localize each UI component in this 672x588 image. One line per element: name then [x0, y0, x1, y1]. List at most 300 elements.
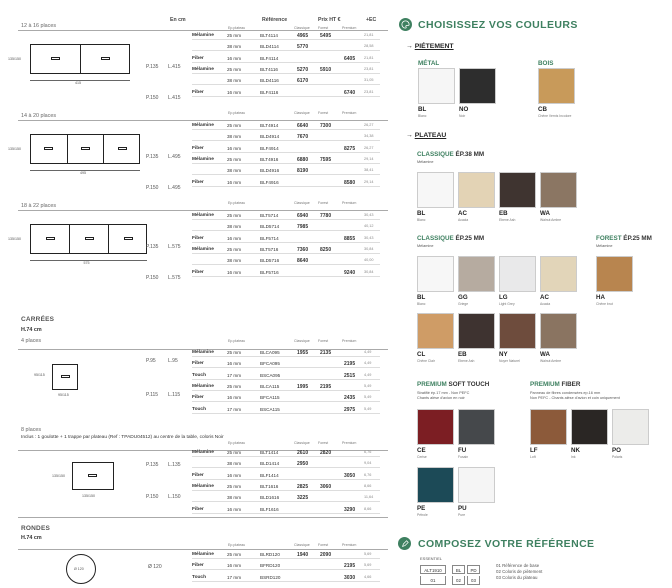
cell-ref: BLT4114: [260, 33, 278, 38]
dim-l: L.575: [168, 275, 181, 281]
cell-p2: 7300: [320, 123, 332, 129]
swatch-color[interactable]: [538, 68, 575, 104]
cell-p4: 4,49: [364, 350, 372, 354]
swatch-code: AC: [540, 294, 549, 301]
trap-mark: [101, 57, 110, 60]
swatch-name: Pétrole: [417, 513, 428, 517]
table-row: [192, 268, 380, 277]
dim-l: L.135: [168, 462, 181, 468]
panel-divider: [80, 44, 81, 74]
cell-p2: 2195: [320, 383, 332, 390]
swatch-color[interactable]: [417, 467, 454, 503]
cell-ref: BLD1616: [260, 495, 280, 501]
swatch-code: EB: [499, 210, 508, 217]
ref-code-box: ALT1910: [420, 565, 446, 574]
table-row: [192, 382, 380, 391]
cell-p4: 5,69: [364, 552, 372, 556]
cell-ep: 16 mm: [227, 361, 242, 367]
cell-p4: 6,76: [364, 472, 372, 477]
separator: [18, 517, 388, 518]
swatch-code: CL: [417, 351, 426, 358]
cell-ref: BFCA115: [260, 395, 280, 401]
table-row: [192, 76, 380, 85]
subheader-col_ep: Ep.plateau: [228, 111, 246, 115]
cell-p3: 3050: [344, 472, 356, 479]
cell-ep: 25 mm: [227, 483, 242, 489]
cell-ref: BLT5714: [260, 213, 279, 218]
table-row: [192, 448, 380, 457]
table-row: [192, 348, 380, 357]
swatch-name: Noyer Naturel: [499, 359, 520, 363]
cell-ref: BLT1414: [260, 450, 279, 455]
subheader-col_foret: Forest: [318, 111, 329, 115]
swatch-name: Noir: [459, 114, 466, 118]
color-swatch[interactable]: [417, 467, 454, 517]
swatch-code: GG: [458, 294, 468, 301]
cell-p4: 6,76: [364, 450, 372, 454]
swatch-code: NO: [459, 106, 469, 113]
table-row: [192, 155, 380, 164]
cell-ep: 38 mm: [227, 224, 242, 230]
cell-p4: 8,66: [364, 506, 372, 511]
panel-divider: [69, 224, 70, 254]
cell-fin: Mélamine: [192, 213, 214, 218]
cell-p4: 29,14: [364, 156, 374, 161]
cell-p4: 34,38: [364, 134, 374, 139]
subheader-col_premium: Premium: [342, 339, 357, 343]
swatch-color[interactable]: [540, 172, 577, 208]
cell-p2: 2135: [320, 350, 332, 356]
cell-ref: BLF4116: [260, 89, 279, 95]
swatch-code: PU: [458, 505, 467, 512]
cell-p1: 6940: [297, 213, 309, 219]
cell-fin: Mélamine: [192, 483, 214, 489]
cell-p3: 3030: [344, 574, 356, 581]
cell-ref: BSCA095: [260, 372, 281, 378]
cell-p1: 8640: [297, 258, 309, 265]
cell-fin: Fiber: [192, 395, 204, 401]
dim-l: L.95: [168, 358, 178, 364]
color-swatch[interactable]: [499, 256, 536, 306]
cell-p2: 7780: [320, 213, 332, 219]
rondes-height: H.74 cm: [21, 535, 42, 541]
cell-fin: Mélamine: [192, 552, 214, 557]
trap-mark: [81, 147, 90, 150]
cell-fin: Fiber: [192, 269, 204, 275]
premium-fiber-label: PREMIUM FIBER: [530, 381, 581, 388]
swatch-color[interactable]: [458, 172, 495, 208]
dim-l: L.415: [168, 64, 181, 70]
cell-p1: 1995: [297, 383, 309, 390]
color-swatch[interactable]: [540, 313, 577, 363]
swatch-color[interactable]: [418, 68, 455, 104]
cell-p1: 1955: [297, 350, 309, 356]
trap-mark: [44, 147, 53, 150]
cell-p1: 7670: [297, 134, 309, 141]
color-swatch[interactable]: [538, 68, 575, 118]
cell-p4: 23,81: [364, 66, 374, 71]
table-row: [192, 459, 380, 468]
swatch-name: Chêne brut: [596, 302, 613, 306]
dim-l: L.495: [168, 185, 181, 191]
cell-p1: 7985: [297, 224, 309, 231]
swatch-color[interactable]: [596, 256, 633, 292]
cell-ref: BLF4914: [260, 145, 279, 151]
color-swatch[interactable]: [612, 409, 649, 459]
color-swatch[interactable]: [417, 256, 454, 306]
cell-ep: 38 mm: [227, 495, 242, 501]
color-swatch[interactable]: [458, 172, 495, 222]
table-row: [192, 245, 380, 254]
color-swatch[interactable]: [540, 256, 577, 306]
cell-ref: BFCA095: [260, 361, 280, 367]
cell-fin: Mélamine: [192, 66, 214, 72]
cell-p2: 5495: [320, 33, 332, 39]
cell-ref: BLT4116: [260, 66, 278, 72]
panel-divider: [67, 134, 68, 164]
swatch-color[interactable]: [571, 409, 608, 445]
table-row: [192, 65, 380, 74]
table-row: [192, 550, 380, 559]
cell-p3: 2975: [344, 406, 356, 413]
rondes-title: RONDES: [21, 525, 51, 532]
dim-p: P.95: [146, 358, 156, 364]
panel-divider: [108, 224, 109, 254]
color-swatch[interactable]: [499, 172, 536, 222]
eight-note: Inclus : 1 goulotte + 1 trappe par plateau (Ref : TPADU04512) au centre de la table, coloris Noir: [21, 435, 224, 440]
swatch-name: Chêne Clair: [417, 359, 435, 363]
cell-ref: BLT5716: [260, 246, 279, 252]
swatch-name: Walnut Ambre: [540, 359, 562, 363]
dim-label: 135/150: [82, 494, 95, 498]
cell-ref: BLT1616: [260, 483, 279, 489]
melamine-38-label: Mélamine: [417, 160, 434, 164]
swatch-code: PE: [417, 505, 426, 512]
swatch-code: CE: [417, 447, 426, 454]
cell-p4: 28,58: [364, 44, 374, 49]
color-swatch[interactable]: [571, 409, 608, 459]
cell-ref: BLRD120: [260, 552, 280, 557]
cell-p4: 5,69: [364, 563, 372, 568]
swatch-name: Loft: [530, 455, 536, 459]
subheader-col_premium: Premium: [342, 26, 357, 30]
cell-ep: 16 mm: [227, 235, 242, 241]
cell-ep: 25 mm: [227, 246, 242, 252]
swatch-color[interactable]: [612, 409, 649, 445]
dim-label: 135/150: [52, 474, 65, 478]
subheader-col_foret: Forest: [318, 339, 329, 343]
table-row: [192, 234, 380, 243]
melamine-25-label: Mélamine: [417, 244, 434, 248]
swatch-name: Acacia: [458, 218, 469, 222]
cell-ep: 25 mm: [227, 450, 242, 455]
classique-25-label: CLASSIQUE ÉP.25 MM: [417, 235, 485, 242]
trap-mark: [51, 57, 60, 60]
cell-p3: 8855: [344, 235, 356, 242]
color-swatch[interactable]: [596, 256, 633, 306]
subheader-col_premium: Premium: [342, 543, 357, 547]
cell-p4: 21,81: [364, 33, 374, 37]
dim-p: P.115: [146, 392, 159, 398]
carrees-4-places: 4 places: [21, 338, 42, 344]
swatch-code: FU: [458, 447, 467, 454]
essentiel-label: ESSENTIEL: [420, 556, 443, 561]
cell-fin: Touch: [192, 574, 207, 580]
subheader-col_foret: Forest: [318, 26, 329, 30]
trap-mark: [46, 237, 55, 240]
color-swatch[interactable]: [530, 409, 567, 459]
color-swatch[interactable]: [458, 256, 495, 306]
cell-p1: 3225: [297, 495, 309, 502]
cell-p2: 8250: [320, 246, 332, 253]
cell-ep: 25 mm: [227, 213, 242, 218]
cell-fin: Fiber: [192, 235, 204, 241]
table-row: [192, 359, 380, 368]
cell-p3: 2515: [344, 372, 356, 379]
color-swatch[interactable]: [458, 467, 495, 517]
table-row: [192, 482, 380, 491]
fiber-desc: Panneau de fibres condensées ep.16 mm Non PEFC - Chants alèse d'avion et coin uniquement: [530, 391, 620, 400]
swatch-code: EB: [458, 351, 467, 358]
cell-p1: 5770: [297, 44, 309, 51]
cell-fin: Mélamine: [192, 123, 214, 128]
swatch-code: LF: [530, 447, 538, 454]
cell-ep: 16 mm: [227, 563, 242, 569]
dim-p: P.135: [146, 154, 159, 160]
classique-38-label: CLASSIQUE ÉP.38 MM: [417, 151, 485, 158]
swatch-color[interactable]: [499, 256, 536, 292]
table-row: [192, 166, 380, 175]
cell-p4: 30,84: [364, 269, 374, 274]
swatch-code: NY: [499, 351, 508, 358]
color-swatch[interactable]: [459, 68, 496, 118]
dim-diam: Ø 120: [148, 564, 162, 570]
cell-p1: 6170: [297, 78, 309, 85]
swatch-color[interactable]: [458, 313, 495, 349]
cell-p4: 5,49: [364, 406, 372, 411]
dim-p: P.135: [146, 64, 159, 70]
ref-n3: 03: [467, 576, 480, 585]
color-swatch[interactable]: [540, 172, 577, 222]
cell-ref: BLF4916: [260, 179, 279, 185]
depth-dim-label: 135/150: [8, 57, 21, 61]
swatch-code: LG: [499, 294, 508, 301]
dim-p: P.150: [146, 95, 159, 101]
dim-l: L.150: [168, 494, 181, 500]
swatch-code: WA: [540, 210, 550, 217]
dim-p: P.150: [146, 494, 159, 500]
dim-l: L.115: [168, 392, 181, 398]
width-dim-label: 415: [75, 81, 81, 85]
subheader-col_ep: Ep.plateau: [228, 201, 246, 205]
cell-ep: 38 mm: [227, 134, 242, 140]
cell-ref: BLD4916: [260, 168, 280, 174]
subheader-col_foret: Forest: [318, 543, 329, 547]
cell-p1: 4965: [297, 33, 309, 39]
cell-p2: 2090: [320, 552, 332, 558]
trap-mark: [88, 474, 97, 477]
subheader-col_premium: Premium: [342, 441, 357, 445]
swatch-color[interactable]: [540, 313, 577, 349]
pencil-icon: [401, 540, 409, 548]
subheader-col_premium: Premium: [342, 201, 357, 205]
color-swatch[interactable]: [458, 313, 495, 363]
dim-l: L.495: [168, 154, 181, 160]
cell-p2: 7595: [320, 156, 332, 163]
cell-p4: 26,27: [364, 145, 374, 150]
swatch-color[interactable]: [458, 256, 495, 292]
cell-p1: 5270: [297, 66, 309, 73]
swatch-color[interactable]: [499, 172, 536, 208]
cell-ep: 17 mm: [227, 372, 242, 378]
table-row: [192, 561, 380, 570]
swatch-code: BL: [418, 106, 427, 113]
cell-p4: 5,49: [364, 395, 372, 400]
carrees-title: CARRÉES: [21, 316, 55, 323]
cell-ep: 25 mm: [227, 33, 242, 38]
swatch-name: Light Grey: [499, 302, 515, 306]
cell-ref: BLF4114: [260, 55, 279, 61]
subheader-col_classique: Classique: [294, 111, 310, 115]
subheader-col_premium: Premium: [342, 111, 357, 115]
cell-p3: 2435: [344, 395, 356, 402]
cell-ep: 38 mm: [227, 78, 242, 84]
cell-fin: Fiber: [192, 89, 204, 95]
cell-ep: 16 mm: [227, 179, 242, 185]
subheader-col_ep: Ep.plateau: [228, 543, 246, 547]
table-row: [192, 493, 380, 502]
subheader-col_ep: Ep.plateau: [228, 339, 246, 343]
eight-places-label: 8 places: [21, 427, 42, 433]
cell-fin: Mélamine: [192, 246, 214, 252]
swatch-name: Acacia: [540, 302, 551, 306]
swatch-color[interactable]: [417, 256, 454, 292]
subheader-col_ep: Ep.plateau: [228, 441, 246, 445]
color-swatch[interactable]: [418, 68, 455, 118]
premium-soft-label: PREMIUM SOFT TOUCH: [417, 381, 490, 388]
cell-ep: 16 mm: [227, 89, 242, 95]
swatch-name: Fusain: [458, 455, 469, 459]
width-dim-label: 575: [83, 261, 90, 265]
table-row: [192, 54, 380, 63]
swatch-code: CB: [538, 106, 547, 113]
swatch-color[interactable]: [459, 68, 496, 104]
cell-ep: 25 mm: [227, 383, 242, 389]
color-swatch[interactable]: [417, 172, 454, 222]
color-swatch[interactable]: [417, 409, 454, 459]
cell-p1: 1940: [297, 552, 309, 558]
swatch-color[interactable]: [499, 313, 536, 349]
cell-p4: 4,66: [364, 574, 372, 579]
cell-p2: 3060: [320, 483, 332, 490]
swatch-code: WA: [540, 351, 550, 358]
cell-p3: 8580: [344, 179, 356, 186]
cell-p4: 5,49: [364, 383, 372, 388]
swatch-code: AC: [458, 210, 467, 217]
cell-fin: Fiber: [192, 145, 204, 151]
color-swatch[interactable]: [499, 313, 536, 363]
swatch-color[interactable]: [417, 409, 454, 445]
cell-p1: 2825: [297, 483, 309, 490]
table-row: [192, 132, 380, 141]
subheader-col_classique: Classique: [294, 441, 310, 445]
cell-p2: 2820: [320, 450, 332, 456]
cell-p3: 2195: [344, 361, 356, 368]
swatch-color[interactable]: [458, 467, 495, 503]
swatch-code: BL: [417, 210, 426, 217]
cell-ref: BLCA115: [260, 383, 280, 389]
depth-dim-label: 135/150: [8, 147, 21, 151]
swatch-name: Ebene Ash: [499, 218, 516, 222]
swatch-color[interactable]: [530, 409, 567, 445]
cell-ref: BLF1414: [260, 472, 279, 478]
swatch-name: Polaris: [612, 455, 623, 459]
cell-p4: 31,05: [364, 78, 374, 83]
swatch-code: NK: [571, 447, 580, 454]
table-row: [192, 505, 380, 514]
cell-p4: 23,81: [364, 89, 374, 94]
subheader-col_foret: Forest: [318, 201, 329, 205]
depth-dim-label: 135/150: [8, 237, 21, 241]
table-row: [192, 371, 380, 380]
swatch-code: PO: [612, 447, 621, 454]
cell-p4: 30,84: [364, 246, 374, 251]
table-row: [192, 471, 380, 480]
dim-p: P.135: [146, 462, 159, 468]
swatch-color[interactable]: [540, 256, 577, 292]
swatch-color[interactable]: [417, 172, 454, 208]
swatch-color[interactable]: [417, 313, 454, 349]
metal-label: MÉTAL: [418, 60, 440, 67]
subheader-col_classique: Classique: [294, 339, 310, 343]
table-row: [192, 121, 380, 130]
cell-fin: Fiber: [192, 179, 204, 185]
cell-ref: BLT4914: [260, 123, 279, 128]
cell-p4: 8,66: [364, 483, 372, 488]
ref-legend: 01 Référence de base 02 Coloris de piètement 03 Coloris du plateau: [496, 563, 543, 580]
table-row: [192, 393, 380, 402]
table-row: [192, 178, 380, 187]
cell-ref: BLD1414: [260, 461, 280, 467]
cell-fin: Fiber: [192, 472, 204, 478]
swatch-code: BL: [417, 294, 426, 301]
palette-glyph-icon: [401, 20, 410, 29]
cell-ref: BLCA095: [260, 350, 280, 355]
cell-ep: 25 mm: [227, 552, 242, 557]
cell-p1: 2950: [297, 461, 309, 468]
panel-divider: [103, 134, 104, 164]
cell-ep: 25 mm: [227, 123, 242, 128]
trap-mark: [85, 237, 94, 240]
cell-ep: 16 mm: [227, 472, 242, 478]
color-swatch[interactable]: [417, 313, 454, 363]
cell-ep: 16 mm: [227, 145, 242, 151]
trap-mark: [118, 147, 127, 150]
swatch-name: Blanc: [417, 302, 426, 306]
cell-ref: BFRD120: [260, 563, 281, 569]
cell-p3: 3290: [344, 506, 356, 513]
forest-label: FOREST ÉP.25 MM: [596, 235, 652, 242]
subheader-col_ep: Ep.plateau: [228, 26, 246, 30]
swatch-name: Griege: [458, 302, 469, 306]
table-row: [192, 88, 380, 97]
cell-ref: BLD5716: [260, 258, 280, 264]
cell-p3: 8275: [344, 145, 356, 152]
color-swatch[interactable]: [458, 409, 495, 459]
cell-p4: 9,04: [364, 461, 372, 466]
swatch-color[interactable]: [458, 409, 495, 445]
cell-fin: Fiber: [192, 55, 204, 61]
